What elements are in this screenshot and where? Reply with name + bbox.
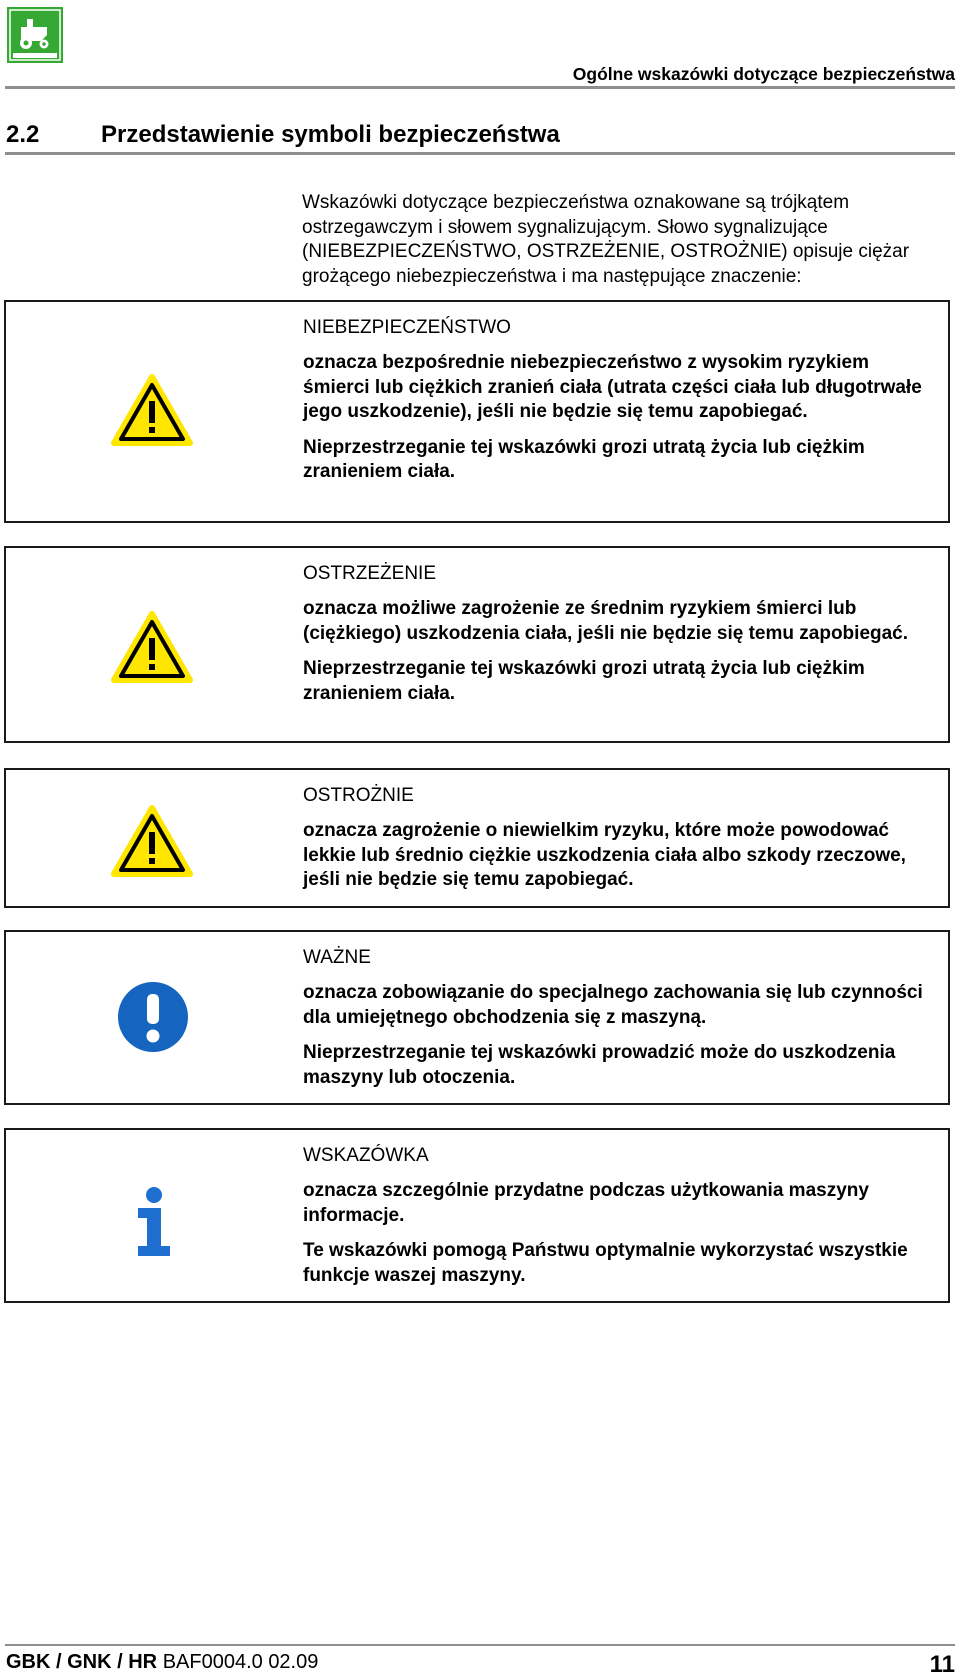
- section-title: Przedstawienie symboli bezpieczeństwa: [101, 121, 560, 148]
- warning-triangle-icon: [110, 610, 194, 689]
- footer-doc-info: [6, 1651, 318, 1674]
- info-icon: [134, 1186, 174, 1261]
- warning-consequence: Nieprzestrzeganie tej wskazówki grozi utratą życia lub ciężkim zranieniem ciała.: [303, 658, 865, 704]
- signal-word-note: WSKAZÓWKA: [303, 1145, 429, 1166]
- danger-box: [4, 300, 950, 523]
- warning-box: [4, 546, 950, 743]
- important-consequence: Nieprzestrzeganie tej wskazówki prowadzić może do uszkodzenia maszyny lub otoczenia.: [303, 1042, 896, 1088]
- intro-paragraph: Wskazówki dotyczące bezpieczeństwa oznakowane są trójkątem ostrzegawczym i słowem sygnalizującym. Słowo sygnalizujące (NIEBEZPIECZEŃSTWO, OSTRZEŻENIE, OSTROŻNIE) opisuje ciężar grożącego niebezpieczeństwa i ma następujące znaczenie:: [302, 192, 910, 287]
- section-rule: [5, 152, 955, 155]
- signal-word-warning: OSTRZEŻENIE: [303, 563, 437, 584]
- signal-word-danger: NIEBEZPIECZEŃSTWO: [303, 317, 511, 338]
- footer-models: GBK / GNK / HR: [6, 1651, 158, 1673]
- danger-consequence: Nieprzestrzeganie tej wskazówki grozi utratą życia lub ciężkim zranieniem ciała.: [303, 436, 865, 482]
- section-number: 2.2: [6, 121, 40, 148]
- important-box: [4, 930, 950, 1105]
- warning-description: oznacza możliwe zagrożenie ze średnim ryzykiem śmierci lub (ciężkiego) uszkodzenia ciała, jeśli nie będzie się temu zapobiegać.: [303, 598, 909, 644]
- note-description: oznacza szczególnie przydatne podczas użytkowania maszyny informacje.: [303, 1180, 869, 1226]
- important-description: oznacza zobowiązanie do specjalnego zachowania się lub czynności dla umiejętnego obchodzenia się z maszyną.: [303, 982, 923, 1028]
- page-number: 11: [929, 1651, 955, 1678]
- caution-box: [4, 768, 950, 908]
- danger-description: oznacza bezpośrednie niebezpieczeństwo z wysokim ryzykiem śmierci lub ciężkich zranień ciała (utrata części ciała lub długotrwałe jego uszkodzenie), jeśli nie będzie się temu zapobiegać.: [303, 352, 922, 422]
- note-box: [4, 1128, 950, 1303]
- note-consequence: Te wskazówki pomogą Państwu optymalnie wykorzystać wszystkie funkcje waszej maszyny.: [303, 1240, 908, 1286]
- footer-doc-code: BAF0004.0 02.09: [162, 1651, 319, 1673]
- caution-description: oznacza zagrożenie o niewielkim ryzyku, które może powodować lekkie lub średnio ciężkie uszkodzenia ciała albo szkody rzeczowe, jeśli nie będzie się temu zapobiegać.: [303, 820, 906, 890]
- mandatory-exclamation-icon: [118, 982, 188, 1057]
- footer-rule: [5, 1644, 955, 1646]
- warning-triangle-icon: [110, 373, 194, 452]
- signal-word-important: WAŻNE: [303, 947, 371, 968]
- header-rule: [5, 86, 955, 89]
- warning-triangle-icon: [110, 804, 194, 883]
- running-header: Ogólne wskazówki dotyczące bezpieczeństwa: [572, 64, 955, 84]
- signal-word-caution: OSTROŻNIE: [303, 785, 414, 806]
- amazone-logo: [7, 7, 63, 63]
